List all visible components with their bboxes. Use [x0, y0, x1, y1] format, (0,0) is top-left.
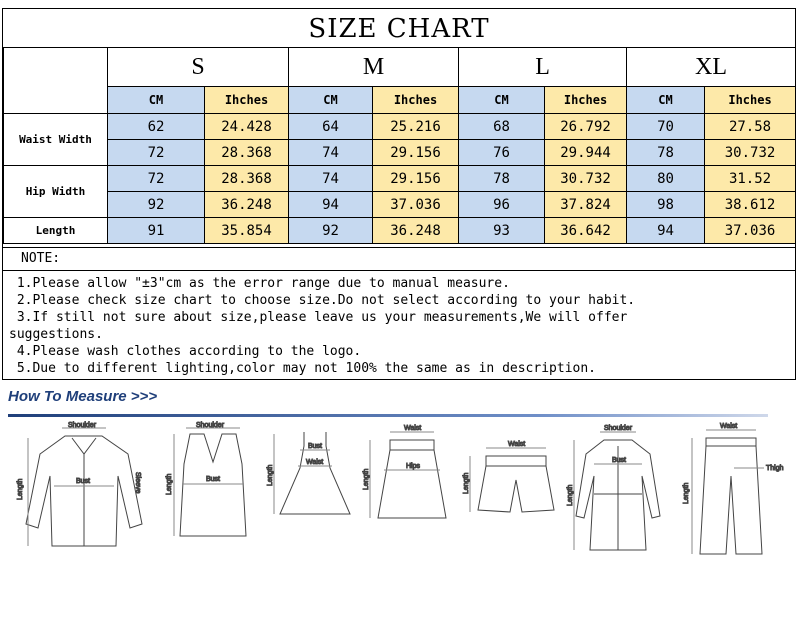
table-cell: 94 [289, 192, 373, 218]
note-item: 1.Please allow "±3"cm as the error range due to manual measure. [9, 276, 510, 291]
table-cell: 92 [108, 192, 205, 218]
waist-label: Waist [720, 423, 738, 430]
size-chart-frame [2, 8, 796, 380]
divider [8, 414, 768, 417]
length-label: Length [567, 484, 574, 506]
size-header-l: L [459, 48, 627, 87]
table-cell: 78 [627, 140, 705, 166]
table-cell: 72 [108, 140, 205, 166]
table-cell: 30.732 [705, 140, 796, 166]
table-cell: 37.824 [545, 192, 627, 218]
unit-cm: CM [627, 87, 705, 114]
notes-section [3, 247, 795, 377]
row-label-hip-width: Hip Width [4, 166, 108, 218]
unit-inches: Ihches [373, 87, 459, 114]
note-list [3, 271, 795, 377]
table-cell: 37.036 [373, 192, 459, 218]
how-to-measure-title: How To Measure >>> [8, 388, 158, 405]
skirt-figure-icon [363, 424, 456, 534]
unit-inches: Ihches [205, 87, 289, 114]
corner-cell [4, 48, 108, 114]
table-cell: 27.58 [705, 114, 796, 140]
table-cell: 29.156 [373, 140, 459, 166]
table-cell: 76 [459, 140, 545, 166]
table-cell: 64 [289, 114, 373, 140]
unit-cm: CM [289, 87, 373, 114]
note-item: 5.Due to different lighting,color may not 100% the same as in description. [9, 361, 597, 376]
table-cell: 68 [459, 114, 545, 140]
note-item: 4.Please wash clothes according to the logo. [9, 344, 362, 359]
row-label-length: Length [4, 218, 108, 244]
bust-label: Bust [308, 443, 323, 450]
waist-label: Waist [508, 441, 526, 448]
waist-label: Waist [306, 459, 324, 466]
length-label: Length [17, 478, 24, 500]
table-cell: 74 [289, 166, 373, 192]
table-cell: 92 [289, 218, 373, 244]
waist-label: Waist [404, 425, 422, 432]
table-cell: 36.642 [545, 218, 627, 244]
table-cell: 28.368 [205, 166, 289, 192]
table-cell: 28.368 [205, 140, 289, 166]
sleeve-label: Sleeve [134, 472, 141, 494]
size-header-m: M [289, 48, 459, 87]
note-item: 3.If still not sure about size,please leave us your measurements,We will offer suggestions. [9, 310, 628, 342]
size-table [3, 47, 796, 244]
table-cell: 30.732 [545, 166, 627, 192]
bust-label: Bust [206, 476, 221, 483]
table-cell: 29.156 [373, 166, 459, 192]
chart-title: SIZE CHART [3, 9, 795, 48]
table-cell: 98 [627, 192, 705, 218]
unit-inches: Ihches [545, 87, 627, 114]
table-cell: 29.944 [545, 140, 627, 166]
length-label: Length [267, 464, 274, 486]
note-title: NOTE: [3, 247, 795, 271]
size-header-s: S [108, 48, 289, 87]
bust-label: Bust [612, 457, 627, 464]
table-cell: 93 [459, 218, 545, 244]
table-cell: 74 [289, 140, 373, 166]
length-label: Length [463, 472, 470, 494]
unit-cm: CM [108, 87, 205, 114]
table-cell: 72 [108, 166, 205, 192]
table-cell: 91 [108, 218, 205, 244]
unit-inches: Ihches [705, 87, 796, 114]
length-label: Length [683, 482, 690, 504]
pants-figure-icon [684, 424, 792, 564]
hips-label: Hips [406, 463, 421, 470]
length-label: Length [166, 473, 173, 495]
length-label: Length [363, 468, 370, 490]
dress-figure-icon [267, 424, 360, 534]
shoulder-label: Shoulder [604, 425, 633, 432]
table-cell: 80 [627, 166, 705, 192]
table-cell: 31.52 [705, 166, 796, 192]
table-cell: 94 [627, 218, 705, 244]
table-cell: 35.854 [205, 218, 289, 244]
table-cell: 36.248 [205, 192, 289, 218]
size-header-xl: XL [627, 48, 796, 87]
table-cell: 96 [459, 192, 545, 218]
tank-top-figure-icon [168, 424, 258, 544]
shirt-figure-icon [10, 424, 158, 554]
table-cell: 26.792 [545, 114, 627, 140]
table-cell: 37.036 [705, 218, 796, 244]
table-cell: 36.248 [373, 218, 459, 244]
note-item: 2.Please check size chart to choose size.Do not select according to your habit. [9, 293, 636, 308]
table-cell: 78 [459, 166, 545, 192]
row-label-waist-width: Waist Width [4, 114, 108, 166]
table-cell: 70 [627, 114, 705, 140]
table-cell: 24.428 [205, 114, 289, 140]
unit-cm: CM [459, 87, 545, 114]
coat-figure-icon [567, 424, 670, 564]
table-cell: 25.216 [373, 114, 459, 140]
shorts-figure-icon [464, 424, 564, 524]
shoulder-label: Shoulder [68, 422, 97, 429]
table-cell: 38.612 [705, 192, 796, 218]
table-cell: 62 [108, 114, 205, 140]
thigh-label: Thigh [766, 465, 784, 472]
how-to-measure-section [8, 388, 792, 618]
shoulder-label: Shoulder [196, 422, 225, 429]
bust-label: Bust [76, 478, 91, 485]
